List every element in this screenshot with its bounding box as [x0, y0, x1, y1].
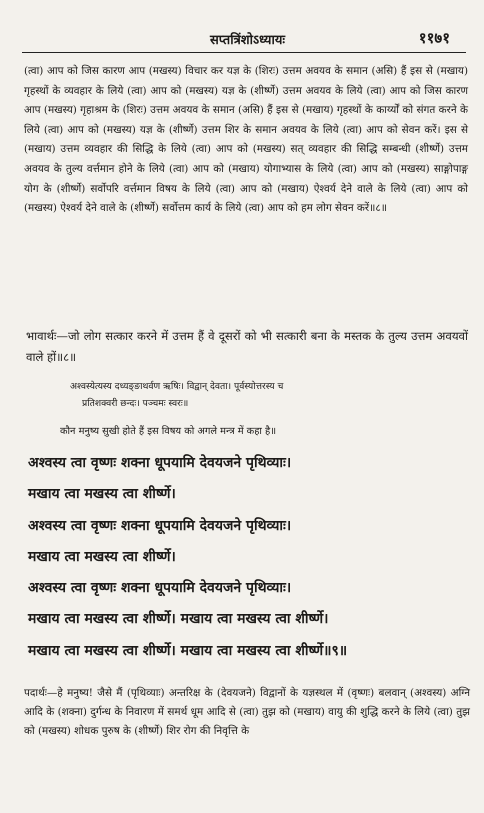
- meta-line: प्रतिशक्वरी छन्दः। पञ्चमः स्वरः॥: [82, 398, 189, 409]
- mantra-line: मखाय त्वा मखस्य त्वा शीर्ष्णे।: [28, 486, 176, 503]
- bhavarth-block: [26, 326, 468, 368]
- page-header: [20, 0, 468, 48]
- mantra-block: [28, 448, 470, 667]
- page-number: ११७१: [418, 29, 450, 47]
- prose-paragraph: (त्वा) आप को जिस कारण आप (मखस्य) विचार कर यज्ञ के (शिरः) उत्तम अवयव के समान (असि) हैं इस से (मखाय) गृहस्थों के व्यवहार के लिये (त्वा) आप को (मखस्य) यज्ञ के (शीर्ष्णे) उत्तम अवयव के लिये (त्वा) आप को जिस कारण आप (मखस्य) गृहाश्रम के (शिरः) उत्तम अवयव के समान (असि) हैं इस से (मखाय) गृहस्थों के कार्य्यों को संगत करने के लिये (त्वा) आप को (मखस्य) यज्ञ के (शीर्ष्णे) उत्तम शिर के समान अवयव के लिये (त्वा) आप को सेवन करें। इस से (मखाय) उत्तम व्यवहार की सिद्धि के लिये (त्वा) आप को (मखस्य) सत् व्यवहार की सिद्धि सम्बन्धी (शीर्ष्णे) उत्तम अवयव के तुल्य वर्त्तमान होने के लिये (त्वा) आप को (मखाय) योगाभ्यास के लिये (त्वा) आप को (मखस्य) साङ्गोपाङ्ग योग के (शीर्ष्णे) सर्वोपरि वर्त्तमान विषय के लिये (त्वा) आप को (मखाय) ऐश्वर्य देने वाले के लिये (त्वा) आप को (मखस्य) ऐश्वर्य देने वाले के (शीर्ष्णे) सर्वोत्तम कार्य के लिये (त्वा) आप को हम लोग सेवन करें॥८॥: [24, 65, 468, 215]
- mantra-line: अश्वस्य त्वा वृष्णः शक्ना धूपयामि देवयजने पृथिव्याः।: [28, 517, 292, 534]
- bhavarth-paragraph: भावार्थः—जो लोग सत्कार करने में उत्तम हैं वे दूसरों को भी सत्कारी बना के मस्तक के तुल्य उत्तम अवयवों वाले हों॥८॥: [26, 329, 468, 364]
- mantra-line: मखाय त्वा मखस्य त्वा शीर्ष्णे। मखाय त्वा मखस्य त्वा शीर्ष्णे।: [28, 611, 329, 628]
- meta-line: अश्वस्येत्यस्य दध्यङ्ङाथर्वण ऋषिः। विद्वान् देवता। पूर्वस्योत्तरस्य च: [70, 381, 284, 392]
- prose-block: [24, 62, 468, 219]
- padarth-paragraph: पदार्थः—हे मनुष्य! जैसे मैं (पृथिव्याः) अन्तरिक्ष के (देवयजने) विद्वानों के यज्ञस्थल में (वृष्णः) बलवान् (अश्वस्य) अग्नि आदि के (शक्ना) दुर्गन्ध के निवारण में समर्थ धूम आदि से (त्वा) तुझ को (मखाय) वायु की शुद्धि करने के लिये (त्वा) तुझ को (मखस्य) शोधक पुरुष के (शीर्ष्णे) शिर रोग की निवृत्ति के: [24, 687, 470, 737]
- header-rule: [22, 52, 466, 53]
- mantra-line: मखाय त्वा मखस्य त्वा शीर्ष्णे। मखाय त्वा मखस्य त्वा शीर्ष्णे॥९॥: [28, 642, 348, 659]
- chapter-title: सप्तत्रिंशोऽध्यायः: [210, 33, 285, 48]
- mantra-intro: कौन मनुष्य सुखी होते हैं इस विषय को अगले मन्त्र में कहा है॥: [60, 426, 277, 437]
- mantra-line: मखाय त्वा मखस्य त्वा शीर्ष्णे।: [28, 548, 176, 565]
- mantra-line: अश्वस्य त्वा वृष्णः शक्ना धूपयामि देवयजने पृथिव्याः।: [28, 580, 292, 597]
- rishi-devata-block: [70, 378, 456, 412]
- padarth-block: [24, 684, 470, 741]
- mantra-line: अश्वस्य त्वा वृष्णः शक्ना धूपयामि देवयजने पृथिव्याः।: [28, 455, 292, 471]
